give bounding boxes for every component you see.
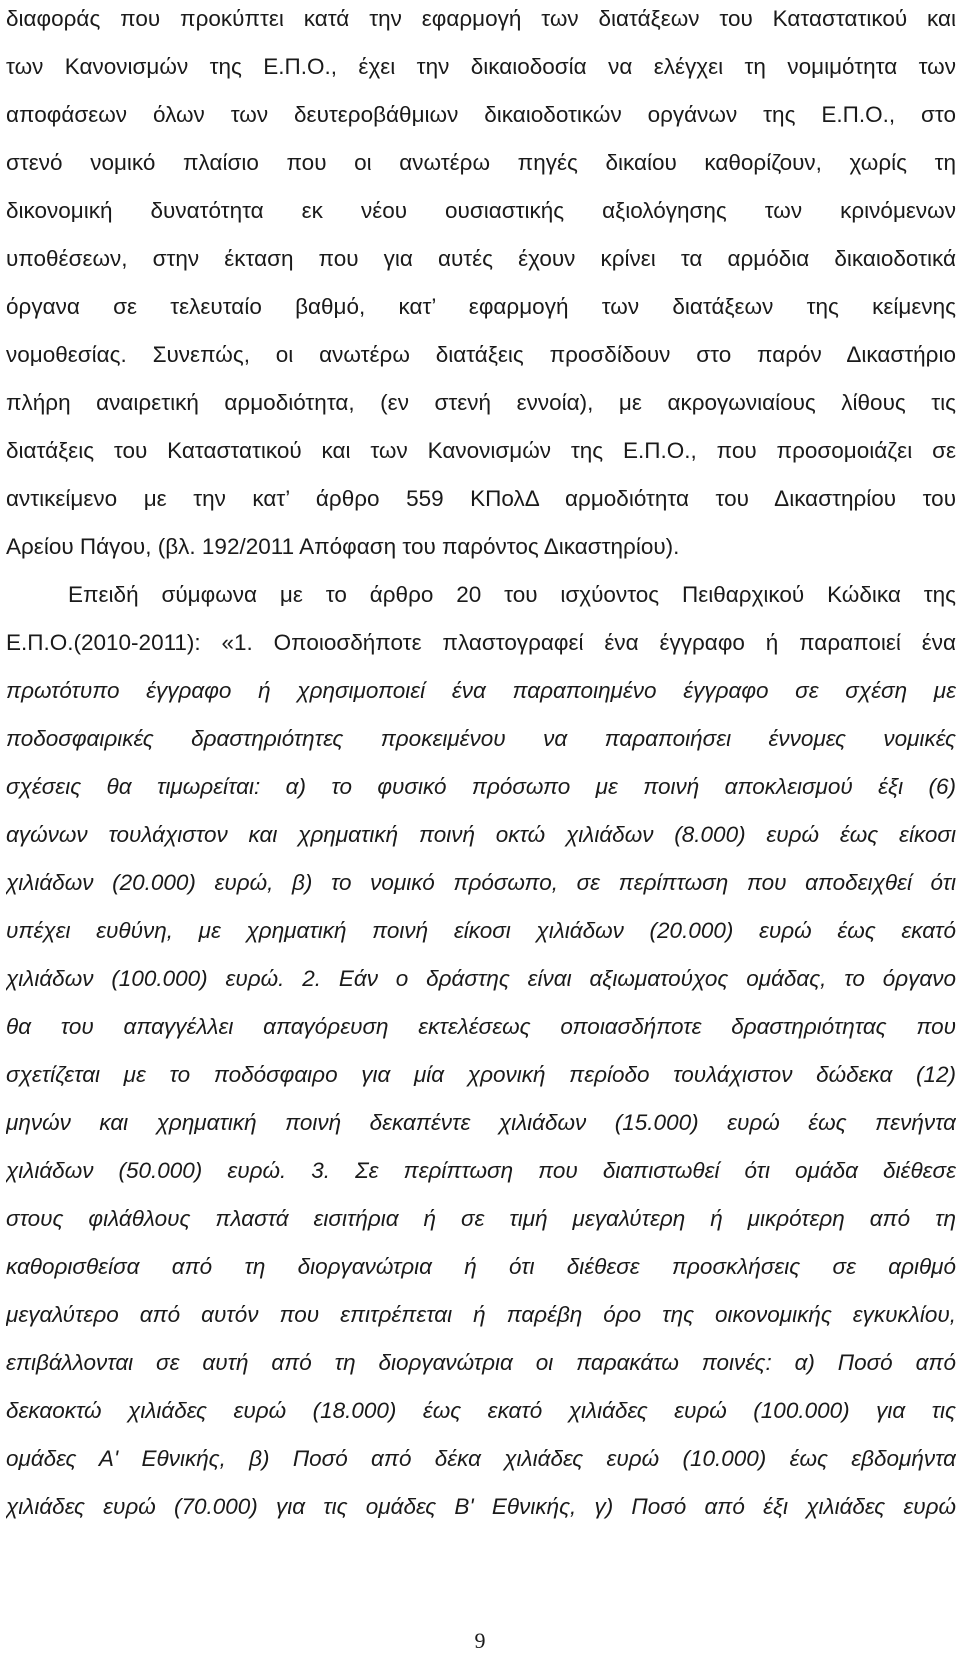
quoted-article-line: καθορισθείσα από τη διοργανώτρια ή ότι διέθεσε προσκλήσεις σε αριθμό bbox=[6, 1254, 956, 1279]
text-line: διαφοράς που προκύπτει κατά την εφαρμογή των διατάξεων του Καταστατικού και bbox=[6, 6, 956, 31]
quoted-article-line: ομάδες Α' Εθνικής, β) Ποσό από δέκα χιλιάδες ευρώ (10.000) έως εβδομήντα bbox=[6, 1446, 956, 1471]
quoted-article-line: σχετίζεται με το ποδόσφαιρο για μία χρονική περίοδο τουλάχιστον δώδεκα (12) bbox=[6, 1062, 956, 1087]
quoted-article-line: χιλιάδες ευρώ (70.000) για τις ομάδες Β' Εθνικής, γ) Ποσό από έξι χιλιάδες ευρώ bbox=[6, 1494, 956, 1519]
text-line: αντικείμενο με την κατ’ άρθρο 559 ΚΠολΔ αρμοδιότητα του Δικαστηρίου του bbox=[6, 486, 956, 511]
text-line: διατάξεις του Καταστατικού και των Κανονισμών της Ε.Π.Ο., που προσομοιάζει σε bbox=[6, 438, 956, 463]
text-line: νομοθεσίας. Συνεπώς, οι ανωτέρω διατάξεις προσδίδουν στο παρόν Δικαστήριο bbox=[6, 342, 956, 367]
page-number: 9 bbox=[474, 1628, 486, 1653]
text-line: Αρείου Πάγου, (βλ. 192/2011 Απόφαση του παρόντος Δικαστηρίου). bbox=[6, 534, 680, 559]
quoted-article-line: επιβάλλονται σε αυτή από τη διοργανώτρια οι παρακάτω ποινές: α) Ποσό από bbox=[6, 1350, 956, 1375]
quoted-article-line: ποδοσφαιρικές δραστηριότητες προκειμένου να παραποιήσει έννομες νομικές bbox=[6, 726, 956, 751]
quoted-article-line: χιλιάδων (50.000) ευρώ. 3. Σε περίπτωση που διαπιστωθεί ότι ομάδα διέθεσε bbox=[6, 1158, 956, 1183]
quoted-article-line: υπέχει ευθύνη, με χρηματική ποινή είκοσι χιλιάδων (20.000) ευρώ έως εκατό bbox=[6, 918, 956, 943]
text-line: Ε.Π.Ο.(2010-2011): «1. Οποιοσδήποτε πλαστογραφεί ένα έγγραφο ή παραποιεί ένα bbox=[6, 630, 956, 655]
quoted-article-line: χιλιάδων (20.000) ευρώ, β) το νομικό πρόσωπο, σε περίπτωση που αποδειχθεί ότι bbox=[6, 870, 956, 895]
text-line: δικονομική δυνατότητα εκ νέου ουσιαστικής αξιολόγησης των κρινόμενων bbox=[6, 198, 956, 223]
quoted-article-line: θα του απαγγέλλει απαγόρευση εκτελέσεως οποιασδήποτε δραστηριότητας που bbox=[6, 1014, 956, 1039]
quoted-article-line: χιλιάδων (100.000) ευρώ. 2. Εάν ο δράστης είναι αξιωματούχος ομάδας, το όργανο bbox=[6, 966, 956, 991]
quoted-article-line: σχέσεις θα τιμωρείται: α) το φυσικό πρόσωπο με ποινή αποκλεισμού έξι (6) bbox=[6, 774, 956, 799]
text-line: των Κανονισμών της Ε.Π.Ο., έχει την δικαιοδοσία να ελέγχει τη νομιμότητα των bbox=[6, 54, 956, 79]
quoted-article-line: μεγαλύτερο από αυτόν που επιτρέπεται ή παρέβη όρο της οικονομικής εγκυκλίου, bbox=[6, 1302, 956, 1327]
text-line: όργανα σε τελευταίο βαθμό, κατ’ εφαρμογή των διατάξεων της κείμενης bbox=[6, 294, 956, 319]
quoted-article-line: μηνών και χρηματική ποινή δεκαπέντε χιλιάδων (15.000) ευρώ έως πενήντα bbox=[6, 1110, 956, 1135]
quoted-article-line: δεκαοκτώ χιλιάδες ευρώ (18.000) έως εκατό χιλιάδες ευρώ (100.000) για τις bbox=[6, 1398, 956, 1423]
paragraph-first-line: Επειδή σύμφωνα με το άρθρο 20 του ισχύοντος Πειθαρχικού Κώδικα της bbox=[68, 582, 956, 607]
quoted-article-line: πρωτότυπο έγγραφο ή χρησιμοποιεί ένα παραποιημένο έγγραφο σε σχέση με bbox=[6, 678, 956, 703]
quoted-article-line: στους φιλάθλους πλαστά εισιτήρια ή σε τιμή μεγαλύτερη ή μικρότερη από τη bbox=[6, 1206, 956, 1231]
text-line: υποθέσεων, στην έκταση που για αυτές έχουν κρίνει τα αρμόδια δικαιοδοτικά bbox=[6, 246, 956, 271]
text-line: πλήρη αναιρετική αρμοδιότητα, (εν στενή εννοία), με ακρογωνιαίους λίθους τις bbox=[6, 390, 956, 415]
quoted-article-line: αγώνων τουλάχιστον και χρηματική ποινή οκτώ χιλιάδων (8.000) ευρώ έως είκοσι bbox=[6, 822, 956, 847]
text-line: αποφάσεων όλων των δευτεροβάθμιων δικαιοδοτικών οργάνων της Ε.Π.Ο., στο bbox=[6, 102, 956, 127]
text-line: στενό νομικό πλαίσιο που οι ανωτέρω πηγές δικαίου καθορίζουν, χωρίς τη bbox=[6, 150, 956, 175]
